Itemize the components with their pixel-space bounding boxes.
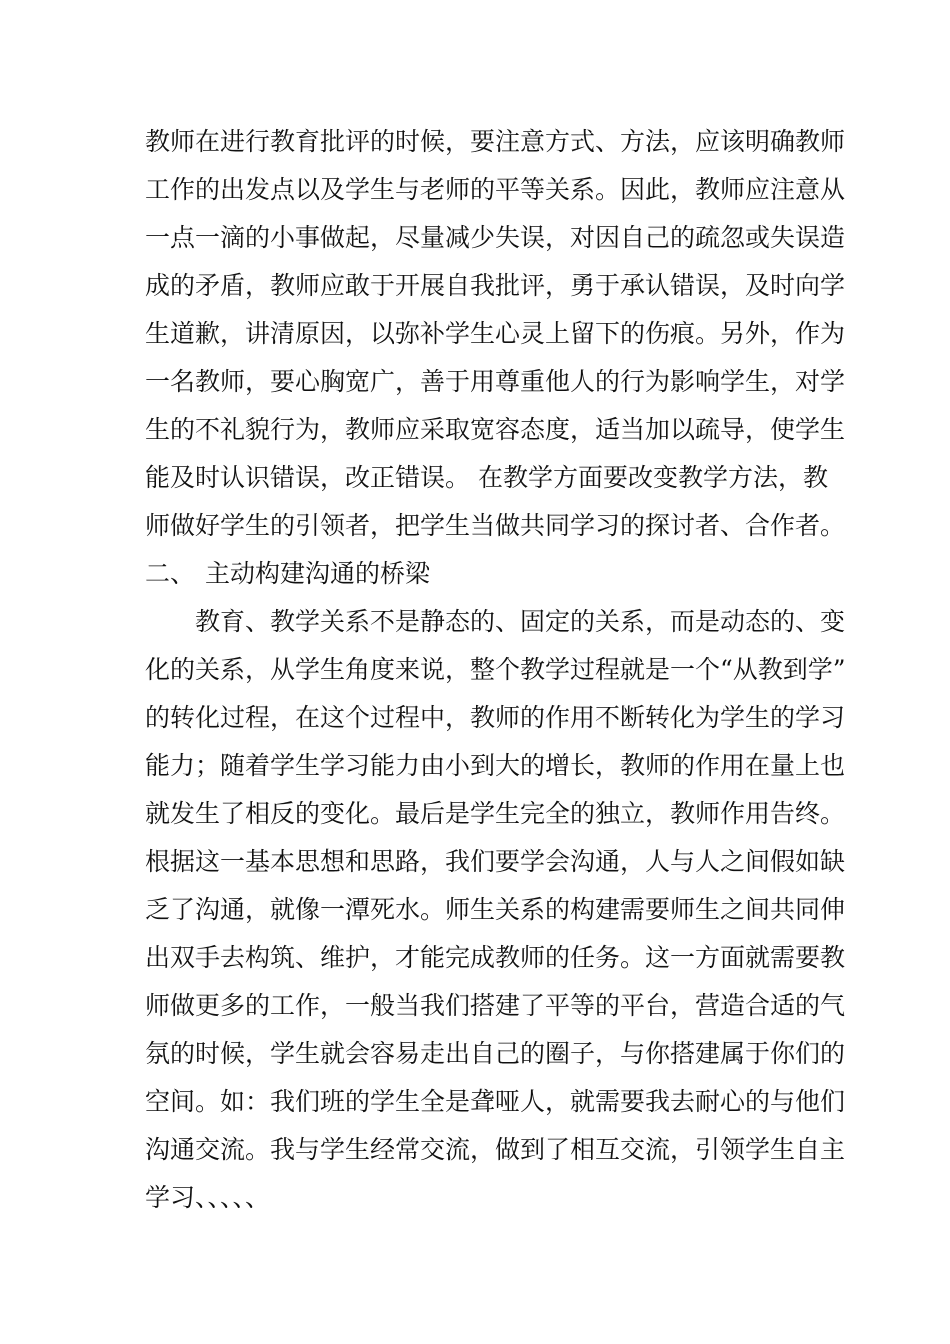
paragraph-line: 一名教师，要心胸宽广，善于用尊重他人的行为影响学生，对学 bbox=[145, 367, 846, 396]
paragraph-line: 的转化过程，在这个过程中，教师的作用不断转化为学生的学习 bbox=[145, 703, 846, 732]
paragraph-line: 师做好学生的引领者，把学生当做共同学习的探讨者、合作者。 bbox=[145, 511, 846, 540]
paragraph-line: 空间。如：我们班的学生全是聋哑人，就需要我去耐心的与他们 bbox=[145, 1087, 846, 1116]
paragraph-line: 成的矛盾，教师应敢于开展自我批评，勇于承认错误，及时向学 bbox=[145, 271, 846, 300]
paragraph-line: 出双手去构筑、维护，才能完成教师的任务。这一方面就需要教 bbox=[145, 943, 846, 972]
paragraph-line: 沟通交流。我与学生经常交流，做到了相互交流，引领学生自主 bbox=[145, 1135, 846, 1164]
paragraph-2 bbox=[145, 598, 846, 1222]
document-body bbox=[145, 118, 846, 1222]
paragraph-line: 教师在进行教育批评的时候，要注意方式、方法，应该明确教师 bbox=[145, 127, 846, 156]
paragraph-line: 师做更多的工作，一般当我们搭建了平等的平台，营造合适的气 bbox=[145, 991, 846, 1020]
paragraph-line: 就发生了相反的变化。最后是学生完全的独立，教师作用告终。 bbox=[145, 799, 846, 828]
paragraph-line: 一点一滴的小事做起，尽量减少失误，对因自己的疏忽或失误造 bbox=[145, 223, 846, 252]
paragraph-line: 教育、教学关系不是静态的、固定的关系，而是动态的、变 bbox=[195, 607, 846, 636]
paragraph-line: 生道歉，讲清原因，以弥补学生心灵上留下的伤痕。另外，作为 bbox=[145, 319, 846, 348]
paragraph-line: 氛的时候，学生就会容易走出自己的圈子，与你搭建属于你们的 bbox=[145, 1039, 846, 1068]
paragraph-line: 能及时认识错误，改正错误。 在教学方面要改变教学方法，教 bbox=[145, 463, 828, 492]
paragraph-line: 学习、、、、、 bbox=[145, 1183, 271, 1212]
paragraph-line: 生的不礼貌行为，教师应采取宽容态度，适当加以疏导，使学生 bbox=[145, 415, 846, 444]
section-heading-title: 主动构建沟通的桥梁 bbox=[205, 559, 431, 588]
paragraph-line: 化的关系，从学生角度来说，整个教学过程就是一个“从教到学” bbox=[145, 655, 846, 684]
section-heading bbox=[145, 550, 810, 598]
paragraph-line: 乏了沟通，就像一潭死水。师生关系的构建需要师生之间共同伸 bbox=[145, 895, 846, 924]
paragraph-line: 根据这一基本思想和思路，我们要学会沟通，人与人之间假如缺 bbox=[145, 847, 846, 876]
paragraph-line: 能力；随着学生学习能力由小到大的增长，教师的作用在量上也 bbox=[145, 751, 846, 780]
paragraph-line: 工作的出发点以及学生与老师的平等关系。因此，教师应注意从 bbox=[145, 175, 846, 204]
paragraph-1 bbox=[145, 118, 846, 550]
section-heading-number: 二、 bbox=[145, 559, 196, 588]
